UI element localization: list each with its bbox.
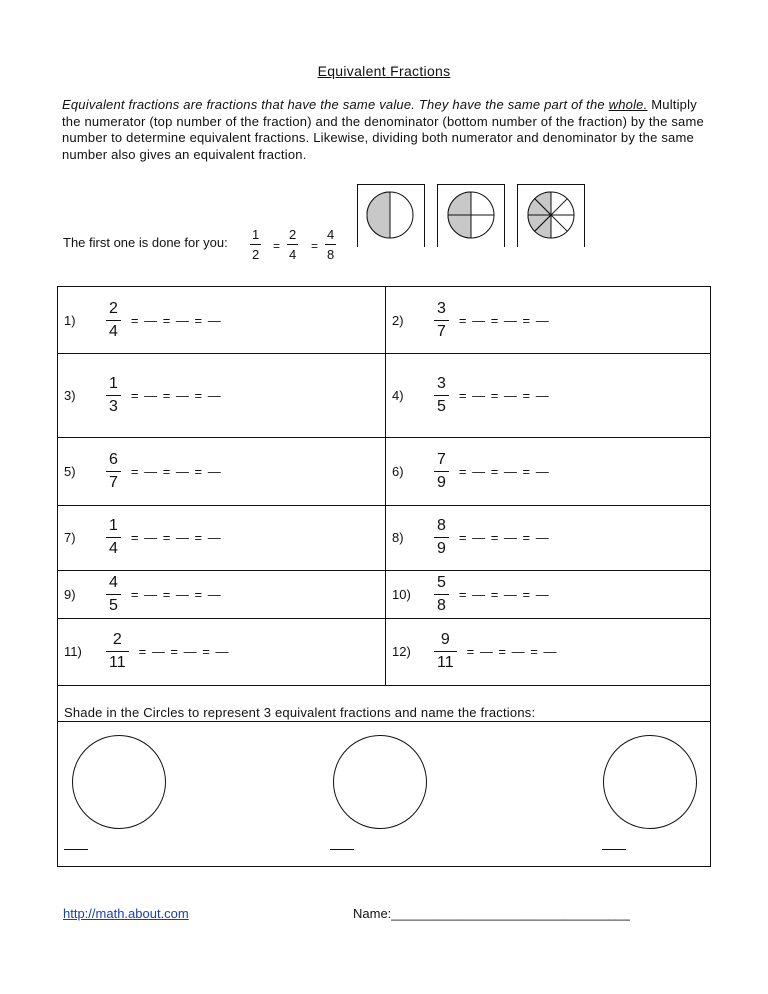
example-fraction-2 xyxy=(287,226,298,263)
example-fraction-1 xyxy=(250,226,261,263)
name-field[interactable]: Name:_________________________________ xyxy=(353,906,630,921)
shade-circle-2[interactable] xyxy=(333,735,427,829)
problem-9-num: 4 xyxy=(109,573,118,591)
shade-circle-1[interactable] xyxy=(72,735,166,829)
problem-1-num: 2 xyxy=(109,299,118,317)
problem-11-blanks[interactable]: = — = — = — xyxy=(138,644,230,659)
problem-6-blanks[interactable]: = — = — = — xyxy=(458,463,550,479)
problem-12 xyxy=(392,618,557,685)
intro-whole: whole. xyxy=(608,97,648,112)
example-label: The first one is done for you: xyxy=(63,235,228,250)
pie-halves-icon xyxy=(358,185,424,247)
problem-1-den: 4 xyxy=(109,322,118,340)
problem-5-num: 6 xyxy=(109,450,118,468)
problem-3 xyxy=(64,353,222,437)
problem-7 xyxy=(64,505,222,570)
problem-11-num: 2 xyxy=(112,631,122,648)
problem-3-label: 3) xyxy=(64,387,76,403)
problems-grid xyxy=(57,286,711,867)
problem-4-label: 4) xyxy=(392,387,404,403)
problem-9-den: 5 xyxy=(109,596,118,614)
example-num-2: 2 xyxy=(289,227,297,242)
problem-2 xyxy=(392,287,550,353)
problem-11-den: 11 xyxy=(109,654,126,671)
problem-2-den: 7 xyxy=(437,322,446,340)
intro-body: Multiply the numerator (top number of the fraction) and the denominator (bottom number of the fraction) by the same number to determine equivalent fractions. Likewise, dividing both numerator and denominator by the same number also gives an equivalent fraction. xyxy=(62,97,704,162)
problem-9-label: 9) xyxy=(64,586,76,602)
page-title: Equivalent Fractions xyxy=(317,63,451,79)
answer-line-3[interactable] xyxy=(602,849,626,850)
intro-paragraph xyxy=(62,97,712,163)
shade-circle-3[interactable] xyxy=(603,735,697,829)
problem-6-den: 9 xyxy=(437,473,446,491)
example-num-3: 4 xyxy=(327,227,335,242)
problem-1 xyxy=(64,287,222,353)
problem-4-blanks[interactable]: = — = — = — xyxy=(458,387,550,403)
problem-8-den: 9 xyxy=(437,540,446,557)
problem-7-blanks[interactable]: = — = — = — xyxy=(130,530,222,545)
problem-5-blanks[interactable]: = — = — = — xyxy=(130,463,222,479)
problem-4-num: 3 xyxy=(437,374,446,392)
problem-5 xyxy=(64,437,222,505)
problem-11 xyxy=(64,618,229,685)
problem-5-den: 7 xyxy=(109,473,118,491)
footer-link[interactable]: http://math.about.com xyxy=(63,906,189,921)
problem-8-label: 8) xyxy=(392,530,404,545)
example-equals-1: = xyxy=(273,239,281,253)
example-num-1: 1 xyxy=(252,227,260,242)
answer-line-1[interactable] xyxy=(64,849,88,850)
pie-eighths-box xyxy=(517,184,585,247)
problem-4 xyxy=(392,353,550,437)
problem-12-blanks[interactable]: = — = — = — xyxy=(466,644,558,659)
pie-eighths-icon xyxy=(518,185,584,247)
problem-10 xyxy=(392,570,550,618)
intro-definition: Equivalent fractions are fractions that have the same value. They have the same part of the xyxy=(62,97,609,112)
problem-9-blanks[interactable]: = — = — = — xyxy=(130,586,222,602)
problem-12-label: 12) xyxy=(392,644,411,659)
problem-9 xyxy=(64,570,222,618)
problem-2-num: 3 xyxy=(437,299,446,317)
shade-instruction: Shade in the Circles to represent 3 equivalent fractions and name the fractions: xyxy=(64,705,536,720)
problem-5-label: 5) xyxy=(64,463,76,479)
problem-6 xyxy=(392,437,550,505)
problem-4-den: 5 xyxy=(437,397,446,415)
problem-12-num: 9 xyxy=(440,631,450,648)
problem-10-blanks[interactable]: = — = — = — xyxy=(458,586,550,602)
problem-8-blanks[interactable]: = — = — = — xyxy=(458,530,550,545)
problem-10-den: 8 xyxy=(437,596,446,614)
problem-3-den: 3 xyxy=(109,397,118,415)
problem-8-num: 8 xyxy=(437,517,446,534)
problem-10-label: 10) xyxy=(392,586,411,602)
example-den-1: 2 xyxy=(252,247,260,262)
example-fraction-3 xyxy=(325,226,336,263)
problem-7-den: 4 xyxy=(109,540,118,557)
example-den-2: 4 xyxy=(289,247,297,262)
problem-2-blanks[interactable]: = — = — = — xyxy=(458,312,550,328)
problem-1-blanks[interactable]: = — = — = — xyxy=(130,312,222,328)
answer-line-2[interactable] xyxy=(330,849,354,850)
problem-1-label: 1) xyxy=(64,312,76,328)
problem-8 xyxy=(392,505,550,570)
problem-2-label: 2) xyxy=(392,312,404,328)
problem-7-num: 1 xyxy=(109,517,118,534)
pie-quarters-box xyxy=(437,184,505,247)
pie-quarters-icon xyxy=(438,185,504,247)
problem-3-blanks[interactable]: = — = — = — xyxy=(130,387,222,403)
problem-12-den: 11 xyxy=(437,654,454,671)
example-den-3: 8 xyxy=(327,247,335,262)
problem-10-num: 5 xyxy=(437,573,446,591)
problem-3-num: 1 xyxy=(109,374,118,392)
problem-7-label: 7) xyxy=(64,530,76,545)
example-equals-2: = xyxy=(311,239,319,253)
problem-6-num: 7 xyxy=(437,450,446,468)
pie-halves-box xyxy=(357,184,425,247)
problem-11-label: 11) xyxy=(64,644,82,659)
problem-6-label: 6) xyxy=(392,463,404,479)
